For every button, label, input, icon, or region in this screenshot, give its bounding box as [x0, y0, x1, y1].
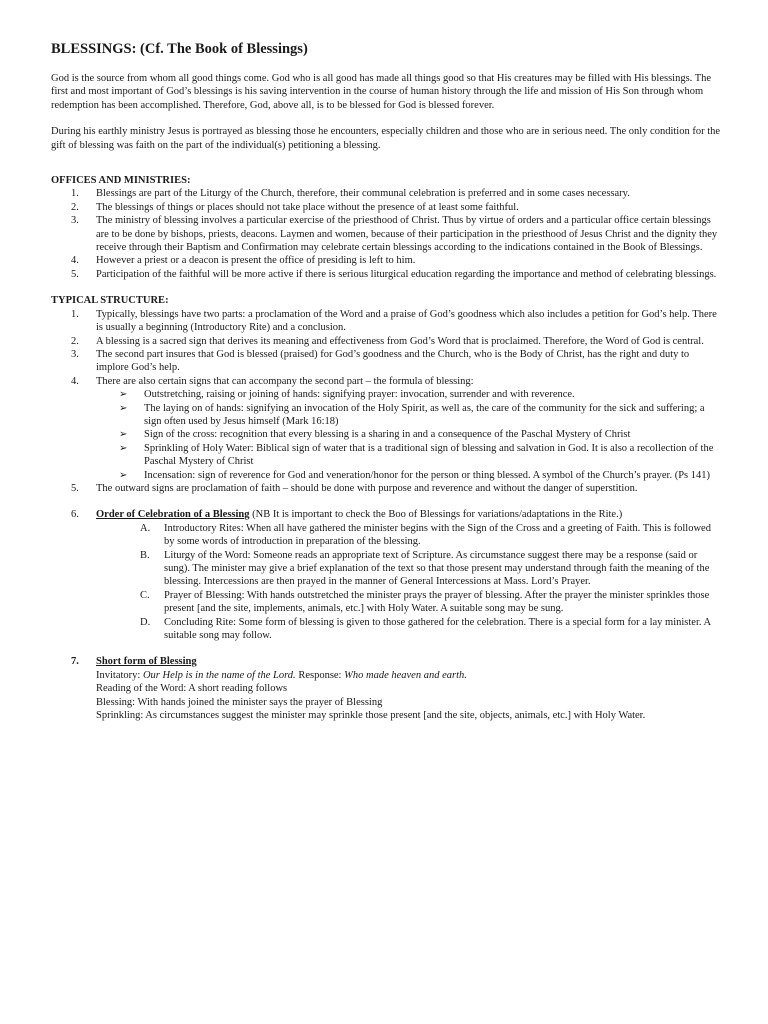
item-text: A blessing is a sacred sign that derives its meaning and effectiveness from God’s Word that is proclaimed. Therefore, the Word of God is central.: [96, 335, 704, 347]
list-item: [71, 482, 721, 495]
arrow-bullet-icon: ➢: [119, 429, 128, 441]
invitatory-line: [96, 669, 721, 682]
list-item: [71, 655, 721, 668]
blessing-line: Blessing: With hands joined the minister says the prayer of Blessing: [96, 696, 383, 708]
item-number: 2.: [71, 201, 79, 213]
item-number: 1.: [71, 308, 79, 320]
step-letter: A.: [140, 522, 151, 534]
step-text: Prayer of Blessing: With hands outstretched the minister prays the prayer of blessing. After the prayer the minister sprinkles those present [and the site, implements, animals, etc.] with Holy Water. A suitable song may be sung.: [164, 589, 710, 615]
sprinkling-line: Sprinkling: As circumstances suggest the minister may sprinkle those present [and the site, objects, animals, etc.] with Holy Water.: [96, 710, 646, 722]
page-title: BLESSINGS: (Cf. The Book of Blessings): [51, 41, 308, 57]
structure-list: [51, 308, 721, 496]
item-text: Participation of the faithful will be more active if there is serious liturgical education regarding the importance and method of celebrating blessings.: [96, 268, 717, 280]
intro-paragraph-2: During his earthly ministry Jesus is portrayed as blessing those he encounters, especially children and those who are in serious need. The only condition for the gift of blessing was faith on the part of the individual(s) petitioning a blessing.: [51, 126, 721, 151]
order-step: [140, 589, 721, 616]
offices-heading: OFFICES AND MINISTRIES:: [51, 175, 191, 187]
order-section: [51, 508, 721, 642]
sign-item: [119, 402, 721, 429]
list-item: [71, 348, 721, 375]
list-item: [71, 201, 721, 214]
intro-paragraph-1: God is the source from whom all good things come. God who is all good has made all things good so that His creatures may be filled with His blessings. The first and most important of God’s blessings is his saving intervention in the course of human history through the life and mission of His Son through whom redemption has been accomplished. Therefore, God, above all, is to be blessed for God is blessed forever.: [51, 73, 712, 111]
item-number: 4.: [71, 255, 79, 267]
sign-text: Incensation: sign of reverence for God and veneration/honor for the person or thing blessed. A symbol of the Church’s prayer. (Ps 141): [144, 469, 710, 481]
short-form-lines: [51, 669, 721, 723]
reading-line: Reading of the Word: A short reading follows: [96, 683, 288, 695]
order-note: (NB It is important to check the Boo of Blessings for variations/adaptations in the Rite.): [249, 509, 623, 521]
arrow-bullet-icon: ➢: [119, 389, 128, 401]
item-text: However a priest or a deacon is present the office of presiding is left to him.: [96, 255, 416, 267]
item-number: 1.: [71, 188, 79, 200]
list-item: [71, 375, 721, 482]
item-number: 3.: [71, 348, 79, 360]
item-number: 3.: [71, 215, 79, 227]
spacer: [51, 495, 721, 508]
item-text: Blessings are part of the Liturgy of the Church, therefore, their communal celebration is preferred and in some cases necessary.: [96, 188, 630, 200]
item-text: Typically, blessings have two parts: a proclamation of the Word and a praise of God’s goodness which also includes a petition for God’s help. There is usually a beginning (Introductory Rite) and a conclusion.: [96, 308, 717, 334]
spacer: [51, 642, 721, 655]
item-number: 7.: [71, 656, 79, 668]
item-text: The ministry of blessing involves a particular exercise of the priesthood of Christ. Thus by virtue of orders and a particular office certain blessings are to be done by bishops, priests, deacons. Laymen and women, because of their participation in the priesthood of Jesus Christ and the dignity they receive through their Baptism and Confirmation may celebrate certain blessings according to the indications contained in the Book of Blessings.: [96, 215, 718, 254]
signs-list: [96, 388, 721, 482]
step-text: Introductory Rites: When all have gathered the minister begins with the Sign of the Cross and a greeting of Faith. This is followed by some words of introduction in preparation of the blessing.: [164, 522, 711, 548]
item-text: There are also certain signs that can accompany the second part – the formula of blessing:: [96, 375, 474, 387]
sign-text: The laying on of hands: signifying an invocation of the Holy Spirit, as well as, the care of the community for the sick and suffering; a sign often used by Jesus himself (Mark 16:18): [144, 402, 705, 427]
short-form-heading: Short form of Blessing: [96, 656, 197, 668]
structure-heading: TYPICAL STRUCTURE:: [51, 295, 169, 307]
list-item: [71, 508, 721, 642]
offices-list: [51, 187, 721, 281]
order-step: [140, 522, 721, 549]
sign-item: [119, 388, 721, 401]
step-letter: D.: [140, 616, 151, 628]
order-steps-list: [96, 522, 721, 643]
step-letter: B.: [140, 549, 150, 561]
short-form-section: [51, 655, 721, 668]
item-text: The second part insures that God is blessed (praised) for God’s goodness and the Church, who is the Body of Christ, has the right and duty to implore God’s help.: [96, 348, 690, 374]
step-text: Liturgy of the Word: Someone reads an appropriate text of Scripture. As circumstance suggest there may be a response (said or sung). The minister may give a brief explanation of the text so that those present may understand through faith the meaning of the blessing. Intercessions are then prayed in the manner of General Intercessions at Mass. Lord’s Prayer.: [164, 549, 710, 588]
list-item: [71, 308, 721, 335]
item-text: The outward signs are proclamation of faith – should be done with purpose and reverence and without the danger of superstition.: [96, 482, 638, 494]
item-number: 6.: [71, 509, 79, 521]
item-number: 2.: [71, 335, 79, 347]
list-item: [71, 335, 721, 348]
list-item: [71, 254, 721, 267]
list-item: [71, 268, 721, 281]
order-heading: Order of Celebration of a Blessing: [96, 509, 250, 521]
step-letter: C.: [140, 589, 150, 601]
sign-item: [119, 428, 721, 441]
step-text: Concluding Rite: Some form of blessing is given to those gathered for the celebration. There is a special form for a lay minister. A suitable song may follow.: [164, 616, 711, 642]
arrow-bullet-icon: ➢: [119, 469, 128, 481]
invitatory-label: Invitatory:: [96, 669, 143, 681]
list-item: [71, 214, 721, 254]
order-step: [140, 616, 721, 643]
sign-text: Sign of the cross: recognition that every blessing is a sharing in and a consequence of the Paschal Mystery of Christ: [144, 429, 631, 441]
sign-text: Sprinkling of Holy Water: Biblical sign of water that is a traditional sign of blessing and salvation in God. It is also a recollection of the Paschal Mystery of Christ: [144, 442, 714, 468]
sign-text: Outstretching, raising or joining of hands: signifying prayer: invocation, surrender and with reverence.: [144, 389, 575, 401]
item-number: 5.: [71, 482, 79, 494]
sign-item: [119, 442, 721, 469]
item-number: 5.: [71, 268, 79, 280]
order-step: [140, 549, 721, 589]
sign-item: [119, 469, 721, 482]
item-text: The blessings of things or places should not take place without the presence of at least some faithful.: [96, 201, 519, 213]
response-label: Response:: [295, 669, 345, 681]
invitatory-text: Our Help is in the name of the Lord.: [142, 669, 296, 681]
response-text: Who made heaven and earth.: [344, 669, 467, 681]
arrow-bullet-icon: ➢: [119, 442, 128, 454]
arrow-bullet-icon: ➢: [119, 402, 128, 414]
item-number: 4.: [71, 375, 79, 387]
document-page: [51, 40, 721, 722]
list-item: [71, 187, 721, 200]
